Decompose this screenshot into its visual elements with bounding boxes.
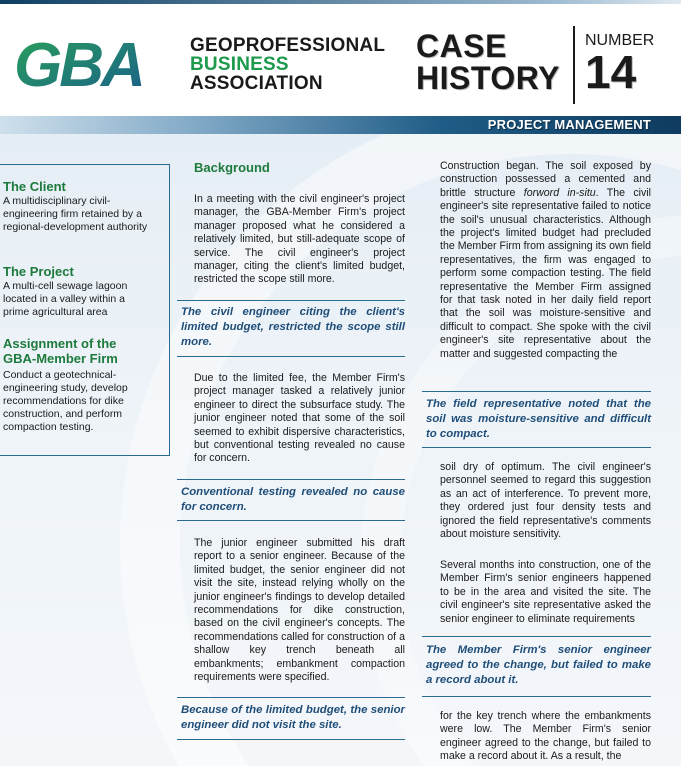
pull-quote-rule — [177, 520, 405, 521]
pull-quote-rule — [177, 479, 405, 480]
banner-label: PROJECT MANAGEMENT — [487, 117, 651, 132]
gba-logo-icon — [14, 34, 186, 94]
pull-quote-rule — [177, 356, 405, 357]
svg-text:GBA: GBA — [14, 34, 143, 94]
org-line-2: BUSINESS — [190, 54, 289, 75]
case-history-title — [416, 30, 560, 94]
narrative-paragraph-1-emphasis: forword in-situ — [523, 186, 596, 199]
assignment-text: Conduct a geotechnical-engineering study, develop recommendations for dike construction, and perform compaction testing. — [3, 369, 128, 433]
case-title-line-1: CASE — [416, 28, 507, 64]
pull-quote-5: The Member Firm's senior engineer agreed to the change, but failed to make a record about it. — [426, 644, 651, 686]
header-divider — [573, 26, 575, 104]
narrative-paragraph-1-start: Construction began. The soil exposed by construction possessed a cemented and brittle structure — [440, 160, 651, 199]
pull-quote-rule — [422, 636, 651, 637]
narrative-paragraph-1 — [440, 160, 651, 361]
background-paragraph-3: The junior engineer submitted his draft report to a senior engineer. Because of the limited budget, the senior engineer did not visit the site, instead relying wholly on the junior engineer's findings to develop detailed recommendations for dike construction, based on the civil engineer's concepts. The recommendations called for construction of a shallow key trench beneath all embankments; embankment compaction requirements were specified. — [194, 537, 405, 684]
project-heading: The Project — [3, 264, 74, 279]
assignment-heading-line-1: Assignment of the — [3, 336, 117, 351]
background-heading: Background — [194, 160, 270, 175]
pull-quote-rule — [177, 697, 405, 698]
case-title-line-2: HISTORY — [416, 60, 560, 96]
assignment-heading — [3, 336, 118, 366]
narrative-paragraph-4: for the key trench where the embankments were low. The Member Firm's senior engineer agreed to the change, but failed to make a record about it. As a result, the — [440, 710, 651, 763]
project-text: A multi-cell sewage lagoon located in a valley within a prime agricultural area — [3, 280, 128, 318]
background-paragraph-2: Due to the limited fee, the Member Firm's project manager tasked a relatively junior engineer to direct the subsurface study. The junior engineer noted that some of the soil seemed to exhibit dispersive characteristics, but conventional testing revealed no cause for concern. — [194, 372, 405, 465]
client-text: A multidisciplinary civil-engineering firm retained by a regional-development authority — [3, 195, 148, 233]
org-line-3: ASSOCIATION — [190, 73, 323, 94]
number-label: NUMBER — [585, 32, 655, 49]
narrative-paragraph-1-end: . The civil engineer's site representative failed to notice the soil's unusual characteristics. Although the project's limited budget had precluded the Member Firm from assigning its own field representatives, the firm was engaged to perform some compaction testing. The field representative the Member Firm assigned for that task noted in her daily field report that the soil was moisture-sensitive and difficult to compact. She spoke with the civil engineer's site representative about the matter and suggested compacting the — [440, 186, 651, 360]
assignment-heading-line-2: GBA-Member Firm — [3, 351, 118, 366]
org-line-1: GEOPROFESSIONAL — [190, 35, 386, 56]
client-heading: The Client — [3, 179, 66, 194]
issue-number: 14 — [585, 46, 637, 98]
pull-quote-2: Conventional testing revealed no cause for concern. — [181, 486, 405, 513]
org-name — [190, 36, 385, 93]
pull-quote-rule — [177, 739, 405, 740]
page-header — [0, 4, 681, 116]
pull-quote-rule — [422, 696, 651, 697]
section-banner — [0, 116, 681, 134]
narrative-paragraph-2: soil dry of optimum. The civil engineer's personnel seemed to regard this suggestion as an act of interference. To prevent more, they ordered just four density tests and ignored the field representative's comments about moisture sensitivity. — [440, 461, 651, 541]
pull-quote-3: Because of the limited budget, the senior engineer did not visit the site. — [181, 704, 405, 731]
background-paragraph-1: In a meeting with the civil engineer's project manager, the GBA-Member Firm's project manager proposed what he considered a relatively limited, but still-adequate scope of service. The civil engineer's project manager, citing the client's limited budget, restricted the scope still more. — [194, 193, 405, 286]
pull-quote-rule — [422, 447, 651, 448]
narrative-paragraph-3: Several months into construction, one of the Member Firm's senior engineers happened to be in the area and visited the site. The civil engineer's site representative asked the senior engineer to eliminate requirements — [440, 559, 651, 625]
pull-quote-rule — [422, 391, 651, 392]
pull-quote-4: The field representative noted that the soil was moisture-sensitive and difficult to compact. — [426, 398, 651, 440]
pull-quote-rule — [177, 300, 405, 301]
pull-quote-1: The civil engineer citing the client's limited budget, restricted the scope still more. — [181, 306, 405, 348]
